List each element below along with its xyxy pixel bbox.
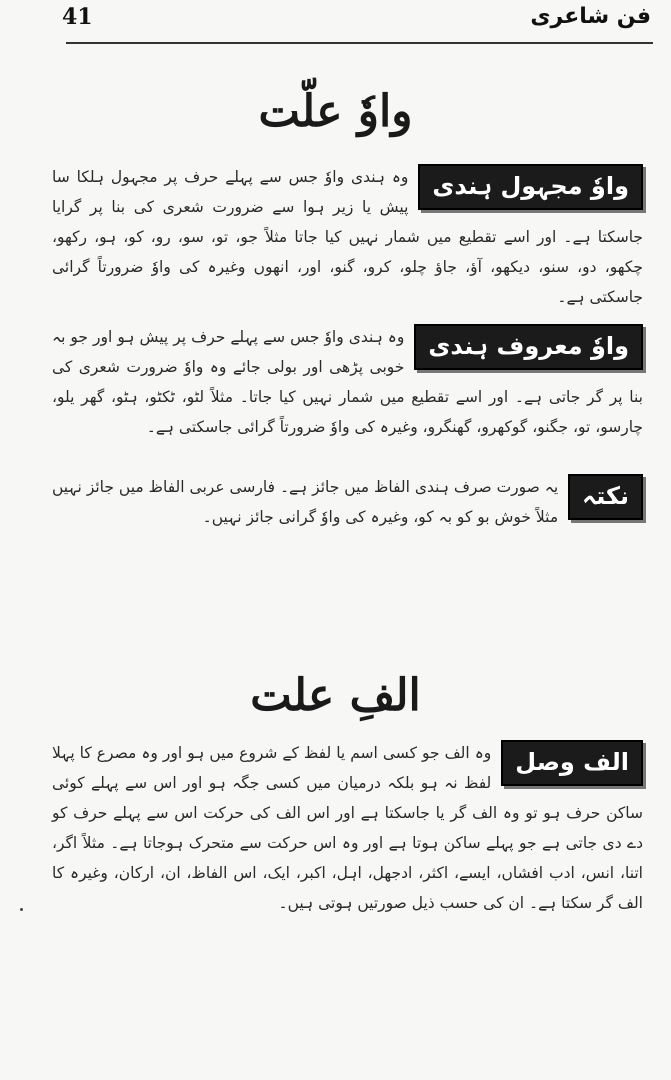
entry-text: وہ ہندی واوٗ جس سے پہلے حرف پر پیش ہو اور جو بہ خوبی پڑھی اور بولی جائے وہ واوٗ ضرورت شعری کی بنا پر گر جاتی ہے۔ اور اسے تقطیع میں شمار نہیں کیا جاتا۔ مثلاً لٹو، ٹکٹو، ہٹو، گھر یلو، چارسو، تو، جگنو، گوکھرو، گھنگرو، وغیرہ کی واوٗ ضرورتاً گرائی جاسکتی ہے۔ (52, 328, 643, 436)
entry-alif-wasl (52, 738, 643, 918)
entry-text: وہ ہندی واوٗ جس سے پہلے حرف پر مجہول ہلکا سا پیش یا زیر ہوا سے ضرورت شعری کی بنا پر گرایا جاسکتا ہے۔ اور اسے تقطیع میں شمار نہیں کیا جاتا مثلاً جو، تو، سو، رو، کو، ہو، رکھو، چکھو، دو، سنو، دیکھو، آؤ، جاؤ چلو، کرو، گنو، اور، انھوں وغیرہ کی واوٗ ضرورتاً گرائی جاسکتی ہے۔ (52, 168, 643, 306)
entry-text: یہ صورت صرف ہندی الفاظ میں جائز ہے۔ فارسی عربی الفاظ میں جائز نہیں مثلاً خوش بو کو بہ کو، وغیرہ کی واوٗ گرانی جائز نہیں۔ (52, 478, 559, 526)
page-number: 41 (62, 4, 93, 30)
entry-label: واوٗ معروف ہندی (414, 324, 643, 370)
scan-speck (20, 908, 23, 911)
section-title-alif-illat: الفِ علت (250, 670, 421, 721)
entry-label: نکتہ (568, 474, 643, 520)
entry-waw-majhool (52, 162, 643, 312)
running-title: فن شاعری (530, 4, 651, 29)
entry-text: وہ الف جو کسی اسم یا لفظ کے شروع میں ہو اور وہ مصرع کا پہلا لفظ نہ ہو بلکہ درمیان میں کسی جگہ ہو اور اس سے پہلے کوئی ساکن حرف ہو تو وہ الف گر یا جاسکتا ہے اور اس الف کی حرکت اس سے پہلے حرف کو دے دی جاتی ہے جو پہلے ساکن ہوتا ہے اور وہ اس حرکت سے متحرک ہوجاتا ہے۔ مثلاً اگر، اتنا، انس، ادب افشاں، ایسے، اکثر، ادجھل، اہل، اکبر، ایک، اس الفاظ، ان، ارکان، وغیرہ کا الف گر سکتا ہے۔ ان کی حسب ذیل صورتیں ہوتی ہیں۔ (52, 744, 643, 912)
section-title-waw-illat: واوٗ علّت (258, 86, 413, 137)
entry-waw-maroof (52, 322, 643, 442)
entry-label: واوٗ مجہول ہندی (418, 164, 643, 210)
entry-nukta (52, 472, 643, 532)
entry-label: الف وصل (501, 740, 643, 786)
header-divider (66, 42, 653, 44)
